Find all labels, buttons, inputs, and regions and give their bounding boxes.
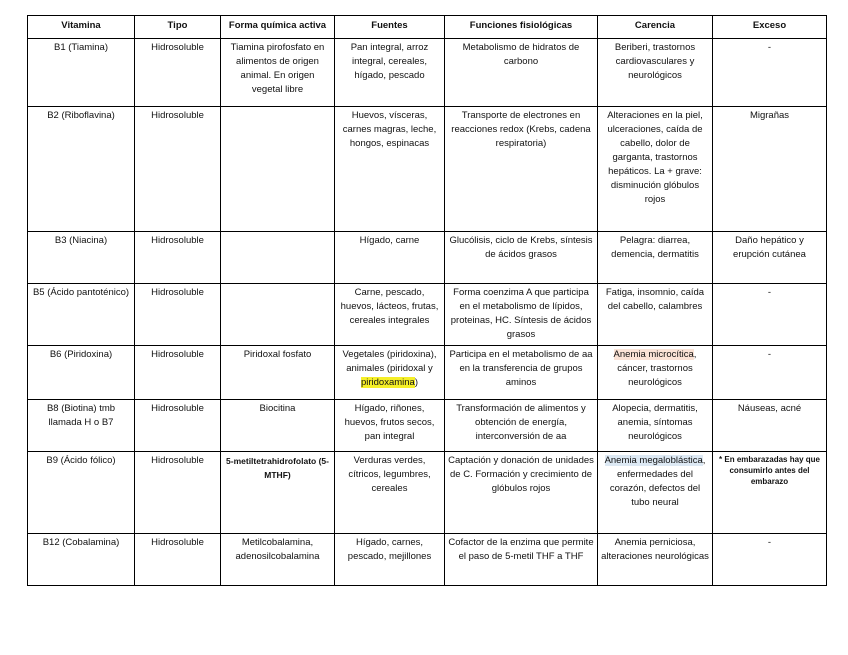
cell-vitamina: B1 (Tiamina) <box>28 39 135 107</box>
cell-funciones: Metabolismo de hidratos de carbono <box>445 39 598 107</box>
table-row <box>28 107 827 232</box>
cell-forma <box>221 107 335 232</box>
cell-carencia: Beriberi, trastornos cardiovasculares y neurológicos <box>598 39 713 107</box>
cell-carencia <box>598 346 713 400</box>
header-fuentes: Fuentes <box>335 16 445 39</box>
header-vitamina: Vitamina <box>28 16 135 39</box>
cell-forma: Piridoxal fosfato <box>221 346 335 400</box>
carencia-text: , enfermedades del corazón, defectos del tubo neural <box>609 455 706 508</box>
cell-forma <box>221 284 335 346</box>
table-row <box>28 232 827 284</box>
cell-funciones: Glucólisis, ciclo de Krebs, síntesis de ácidos grasos <box>445 232 598 284</box>
highlighted-text: piridoxamina <box>360 377 415 388</box>
table-row <box>28 39 827 107</box>
cell-tipo: Hidrosoluble <box>135 107 221 232</box>
cell-fuentes: Huevos, vísceras, carnes magras, leche, hongos, espinacas <box>335 107 445 232</box>
cell-fuentes: Verduras verdes, cítricos, legumbres, cereales <box>335 452 445 534</box>
cell-tipo: Hidrosoluble <box>135 400 221 452</box>
table-row <box>28 400 827 452</box>
cell-fuentes: Hígado, carnes, pescado, mejillones <box>335 534 445 586</box>
cell-exceso: Migrañas <box>713 107 827 232</box>
cell-exceso: - <box>713 534 827 586</box>
cell-funciones: Forma coenzima A que participa en el metabolismo de lípidos, proteinas, HC. Síntesis de ácidos grasos <box>445 284 598 346</box>
table-row <box>28 534 827 586</box>
cell-tipo: Hidrosoluble <box>135 346 221 400</box>
cell-exceso: Daño hepático y erupción cutánea <box>713 232 827 284</box>
cell-funciones: Transporte de electrones en reacciones redox (Krebs, cadena respiratoria) <box>445 107 598 232</box>
cell-funciones: Cofactor de la enzima que permite el paso de 5-metil THF a THF <box>445 534 598 586</box>
cell-forma: Tiamina pirofosfato en alimentos de origen animal. En origen vegetal libre <box>221 39 335 107</box>
cell-forma: Biocitina <box>221 400 335 452</box>
header-exceso: Exceso <box>713 16 827 39</box>
header-forma: Forma química activa <box>221 16 335 39</box>
table-row <box>28 284 827 346</box>
cell-fuentes <box>335 346 445 400</box>
cell-fuentes: Hígado, riñones, huevos, frutos secos, pan integral <box>335 400 445 452</box>
cell-carencia: Pelagra: diarrea, demencia, dermatitis <box>598 232 713 284</box>
cell-vitamina: B6 (Piridoxina) <box>28 346 135 400</box>
fuentes-text-end: ) <box>414 377 419 388</box>
cell-carencia <box>598 452 713 534</box>
cell-tipo: Hidrosoluble <box>135 39 221 107</box>
cell-carencia: Anemia perniciosa, alteraciones neurológicas <box>598 534 713 586</box>
fuentes-text: Vegetales (piridoxina), animales (piridoxal y <box>342 349 437 374</box>
highlighted-text: Anemia microcítica <box>613 349 694 360</box>
vitamin-table <box>27 15 827 586</box>
cell-vitamina: B8 (Biotina) tmb llamada H o B7 <box>28 400 135 452</box>
cell-forma: Metilcobalamina, adenosilcobalamina <box>221 534 335 586</box>
cell-vitamina: B3 (Niacina) <box>28 232 135 284</box>
cell-fuentes: Pan integral, arroz integral, cereales, hígado, pescado <box>335 39 445 107</box>
cell-vitamina: B12 (Cobalamina) <box>28 534 135 586</box>
cell-fuentes: Hígado, carne <box>335 232 445 284</box>
carencia-text: , cáncer, trastornos neurológicos <box>617 349 697 388</box>
cell-forma <box>221 232 335 284</box>
cell-fuentes: Carne, pescado, huevos, lácteos, frutas, cereales integrales <box>335 284 445 346</box>
table-row <box>28 452 827 534</box>
cell-tipo: Hidrosoluble <box>135 534 221 586</box>
cell-exceso: Náuseas, acné <box>713 400 827 452</box>
cell-exceso: * En embarazadas hay que consumirlo antes del embarazo <box>713 452 827 534</box>
table-row <box>28 346 827 400</box>
header-carencia: Carencia <box>598 16 713 39</box>
cell-exceso: - <box>713 284 827 346</box>
cell-carencia: Alteraciones en la piel, ulceraciones, caída de cabello, dolor de garganta, trastornos hepáticos. La + grave: disminución glóbulos rojos <box>598 107 713 232</box>
cell-vitamina: B2 (Riboflavina) <box>28 107 135 232</box>
header-row <box>28 16 827 39</box>
header-funciones: Funciones fisiológicas <box>445 16 598 39</box>
cell-carencia: Alopecia, dermatitis, anemia, síntomas neurológicos <box>598 400 713 452</box>
cell-vitamina: B9 (Ácido fólico) <box>28 452 135 534</box>
header-tipo: Tipo <box>135 16 221 39</box>
cell-exceso: - <box>713 39 827 107</box>
cell-funciones: Participa en el metabolismo de aa en la transferencia de grupos aminos <box>445 346 598 400</box>
cell-tipo: Hidrosoluble <box>135 284 221 346</box>
cell-exceso: - <box>713 346 827 400</box>
cell-forma: 5-metiltetrahidrofolato (5-MTHF) <box>221 452 335 534</box>
cell-vitamina: B5 (Ácido pantoténico) <box>28 284 135 346</box>
highlighted-text: Anemia megaloblástica <box>604 455 703 466</box>
cell-tipo: Hidrosoluble <box>135 452 221 534</box>
cell-carencia: Fatiga, insomnio, caída del cabello, calambres <box>598 284 713 346</box>
cell-funciones: Captación y donación de unidades de C. Formación y crecimiento de glóbulos rojos <box>445 452 598 534</box>
cell-tipo: Hidrosoluble <box>135 232 221 284</box>
cell-funciones: Transformación de alimentos y obtención de energía, interconversión de aa <box>445 400 598 452</box>
